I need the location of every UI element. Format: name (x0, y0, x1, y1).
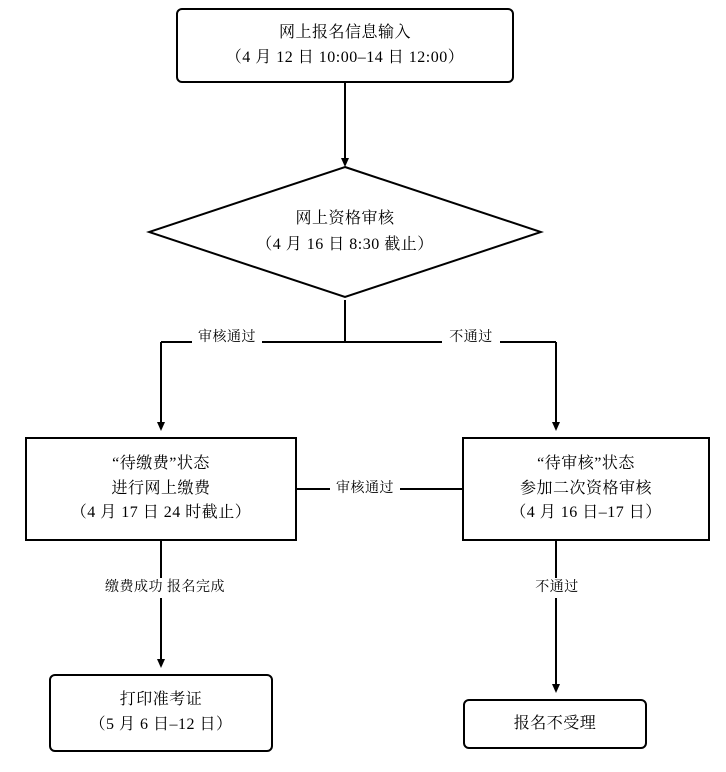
node-line: “待审核”状态 (537, 454, 635, 472)
node-pending-payment (25, 437, 297, 541)
node-line: （4 月 17 日 24 时截止） (70, 504, 252, 522)
node-line: （4 月 16 日–17 日） (510, 504, 662, 522)
node-line: 打印准考证 (119, 691, 203, 709)
node-line: “待缴费”状态 (112, 454, 210, 472)
node-qualification-review (146, 164, 544, 300)
node-pending-second-review (462, 437, 710, 541)
edge-label-line: 报名完成 (167, 580, 225, 595)
node-line: （5 月 6 日–12 日） (89, 716, 233, 733)
edge-label-line: 缴费成功 (105, 580, 163, 595)
edge-label-failed-bottom: 不通过 (528, 578, 586, 598)
node-line: 进行网上缴费 (111, 479, 211, 497)
node-line: 网上资格审核 (295, 210, 395, 228)
node-line: 参加二次资格审核 (519, 479, 652, 497)
node-line: 网上报名信息输入 (278, 23, 411, 41)
node-print-admission-ticket (49, 674, 273, 752)
node-application-rejected (463, 699, 647, 749)
edge-label-payment-success (105, 578, 225, 598)
node-online-application (176, 8, 514, 83)
node-line: （4 月 12 日 10:00–14 日 12:00） (225, 48, 465, 66)
node-line: （4 月 16 日 8:30 截止） (256, 236, 434, 253)
node-line: 报名不受理 (513, 714, 597, 732)
edge-label-passed-middle: 审核通过 (330, 479, 400, 499)
edge-label-passed-left: 审核通过 (192, 328, 262, 348)
edge-label-failed-top: 不通过 (442, 328, 500, 348)
